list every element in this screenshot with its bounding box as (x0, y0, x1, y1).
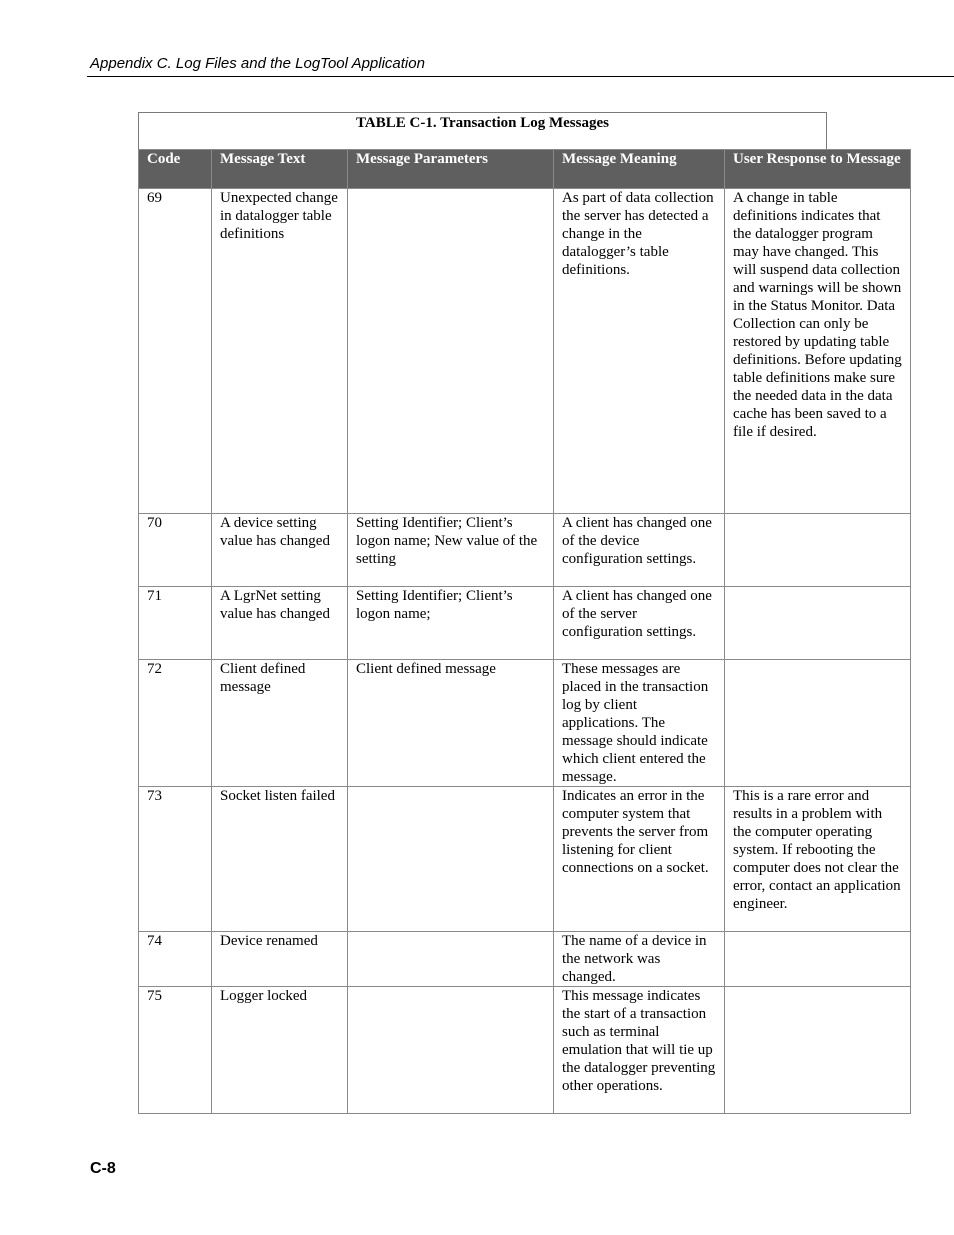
cell-message-parameters (348, 189, 554, 514)
column-header-message-text: Message Text (212, 150, 348, 189)
cell-message-meaning: These messages are placed in the transaction log by client applications. The message should indicate which client entered the message. (554, 660, 725, 787)
cell-message-text: Client defined message (212, 660, 348, 787)
cell-code: 74 (139, 932, 212, 987)
cell-message-parameters: Client defined message (348, 660, 554, 787)
cell-message-text: A LgrNet setting value has changed (212, 587, 348, 660)
cell-message-text: Logger locked (212, 987, 348, 1114)
header-rule (87, 76, 954, 77)
cell-user-response: This is a rare error and results in a problem with the computer operating system. If rebooting the computer does not clear the error, contact an application engineer. (725, 787, 911, 932)
cell-message-text: A device setting value has changed (212, 514, 348, 587)
cell-message-meaning: A client has changed one of the server configuration settings. (554, 587, 725, 660)
transaction-log-table (138, 149, 911, 1114)
cell-user-response: A change in table definitions indicates that the datalogger program may have changed. This will suspend data collection and warnings will be shown in the Status Monitor. Data Collection can only be restored by updating table definitions. Before updating table definitions make sure the needed data in the data cache has been saved to a file if desired. (725, 189, 911, 514)
table-header-row (139, 150, 911, 189)
table-row (139, 514, 911, 587)
column-header-user-response: User Response to Message (725, 150, 911, 189)
cell-code: 69 (139, 189, 212, 514)
table-caption: TABLE C-1. Transaction Log Messages (138, 112, 827, 149)
cell-message-parameters: Setting Identifier; Client’s logon name; (348, 587, 554, 660)
table-row (139, 932, 911, 987)
running-header: Appendix C. Log Files and the LogTool Application (90, 55, 425, 72)
cell-user-response (725, 932, 911, 987)
cell-message-meaning: Indicates an error in the computer system that prevents the server from listening for client connections on a socket. (554, 787, 725, 932)
cell-user-response (725, 514, 911, 587)
cell-message-text: Socket listen failed (212, 787, 348, 932)
cell-user-response (725, 660, 911, 787)
cell-message-parameters (348, 932, 554, 987)
table-row (139, 987, 911, 1114)
column-header-code: Code (139, 150, 212, 189)
table-row (139, 660, 911, 787)
cell-message-meaning: As part of data collection the server has detected a change in the datalogger’s table definitions. (554, 189, 725, 514)
cell-message-meaning: A client has changed one of the device configuration settings. (554, 514, 725, 587)
column-header-message-parameters: Message Parameters (348, 150, 554, 189)
transaction-log-table-container (138, 112, 902, 1114)
cell-message-meaning: The name of a device in the network was changed. (554, 932, 725, 987)
column-header-message-meaning: Message Meaning (554, 150, 725, 189)
cell-code: 73 (139, 787, 212, 932)
cell-code: 71 (139, 587, 212, 660)
cell-message-parameters (348, 987, 554, 1114)
table-row (139, 787, 911, 932)
cell-code: 72 (139, 660, 212, 787)
cell-message-parameters (348, 787, 554, 932)
cell-message-parameters: Setting Identifier; Client’s logon name; New value of the setting (348, 514, 554, 587)
table-row (139, 189, 911, 514)
cell-user-response (725, 587, 911, 660)
cell-user-response (725, 987, 911, 1114)
cell-code: 70 (139, 514, 212, 587)
cell-message-text: Device renamed (212, 932, 348, 987)
page-number: C-8 (90, 1160, 116, 1177)
table-row (139, 587, 911, 660)
cell-message-text: Unexpected change in datalogger table definitions (212, 189, 348, 514)
cell-message-meaning: This message indicates the start of a transaction such as terminal emulation that will tie up the datalogger preventing other operations. (554, 987, 725, 1114)
cell-code: 75 (139, 987, 212, 1114)
